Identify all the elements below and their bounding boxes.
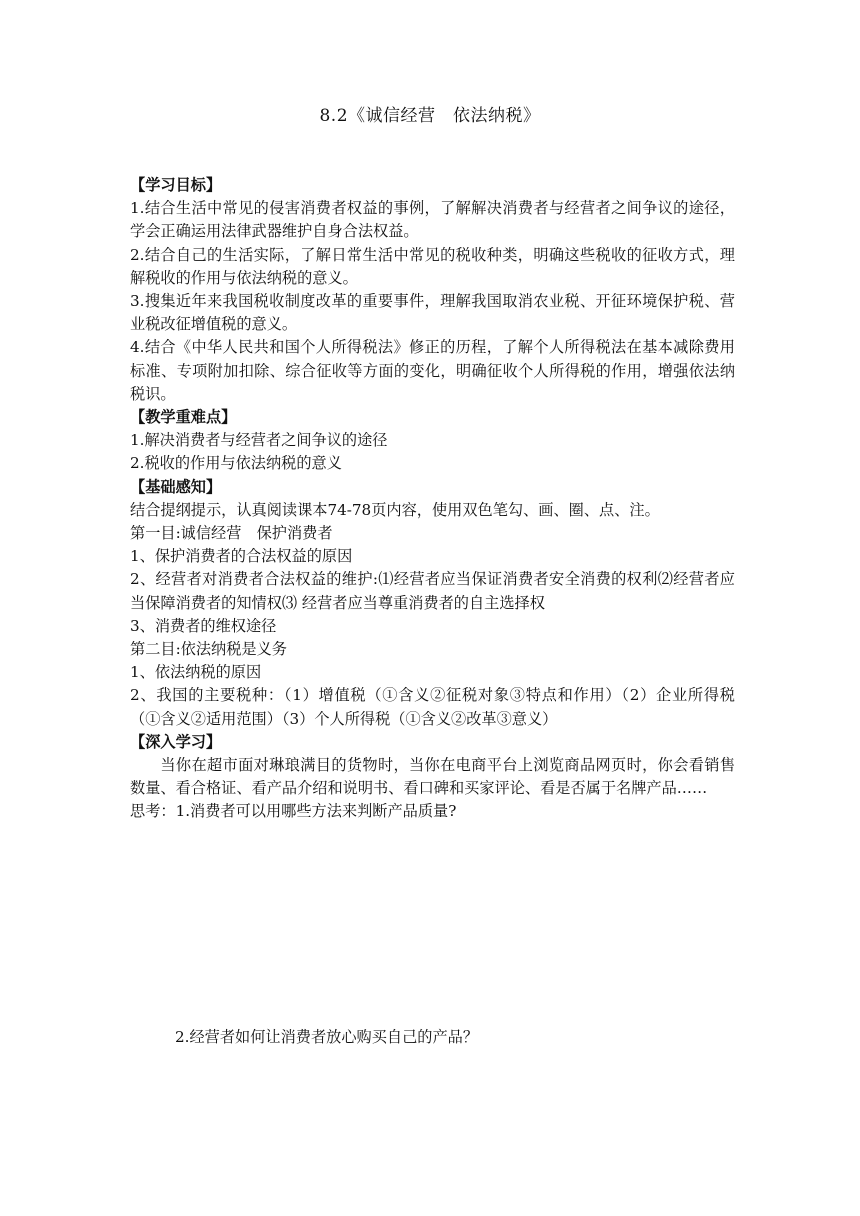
document-title: 8.2《诚信经营 依法纳税》 <box>319 106 541 126</box>
question-2: 2.经营者如何让消费者放心购买自己的产品？ <box>175 1028 479 1046</box>
basics-item: 2、我国的主要税种：（1）增值税（①含义②征税对象③特点和作用）（2）企业所得税（①含义②适用范围）（3）个人所得税（①含义②改革③意义） <box>130 686 735 728</box>
objective-item: 1.结合生活中常见的侵害消费者权益的事例，了解解决消费者与经营者之间争议的途径，学会正确运用法律武器维护自身合法权益。 <box>130 199 735 241</box>
basics-heading: 【基础感知】 <box>130 477 222 496</box>
objective-item: 4.结合《中华人民共和国个人所得税法》修正的历程，了解个人所得税法在基本减除费用标准、专项附加扣除、综合征收等方面的变化，明确征收个人所得税的作用，增强依法纳税识。 <box>130 338 735 403</box>
deep-heading: 【深入学习】 <box>130 732 222 751</box>
basics-item: 第二目:依法纳税是义务 <box>130 640 287 659</box>
key-point-item: 1.解决消费者与经营者之间争议的途径 <box>130 431 388 450</box>
basics-item: 2、经营者对消费者合法权益的维护:⑴经营者应当保证消费者安全消费的权利⑵经营者应当保障消费者的知情权⑶ 经营者应当尊重消费者的自主选择权 <box>130 570 735 612</box>
objectives-heading: 【学习目标】 <box>130 176 222 194</box>
question-1: 思考：1.消费者可以用哪些方法来判断产品质量? <box>130 802 457 821</box>
basics-item: 结合提纲提示，认真阅读课本74-78页内容，使用双色笔勾、画、圈、点、注。 <box>130 500 660 519</box>
document-body <box>130 174 735 824</box>
basics-item: 1、保护消费者的合法权益的原因 <box>130 547 353 566</box>
basics-item: 3、消费者的维权途径 <box>130 616 277 635</box>
key-point-item: 2.税收的作用与依法纳税的意义 <box>130 454 342 473</box>
basics-item: 第一目:诚信经营 保护消费者 <box>130 524 333 543</box>
objective-item: 3.搜集近年来我国税收制度改革的重要事件，理解我国取消农业税、开征环境保护税、营业税改征增值税的意义。 <box>130 292 735 334</box>
deep-passage: 当你在超市面对琳琅满目的货物时，当你在电商平台上浏览商品网页时，你会看销售数量、看合格证、看产品介绍和说明书、看口碑和买家评论、看是否属于名牌产品…… <box>130 756 735 798</box>
basics-item: 1、依法纳税的原因 <box>130 663 262 682</box>
key-points-heading: 【教学重难点】 <box>130 408 237 427</box>
objective-item: 2.结合自己的生活实际，了解日常生活中常见的税收种类，明确这些税收的征收方式，理解税收的作用与依法纳税的意义。 <box>130 245 735 287</box>
